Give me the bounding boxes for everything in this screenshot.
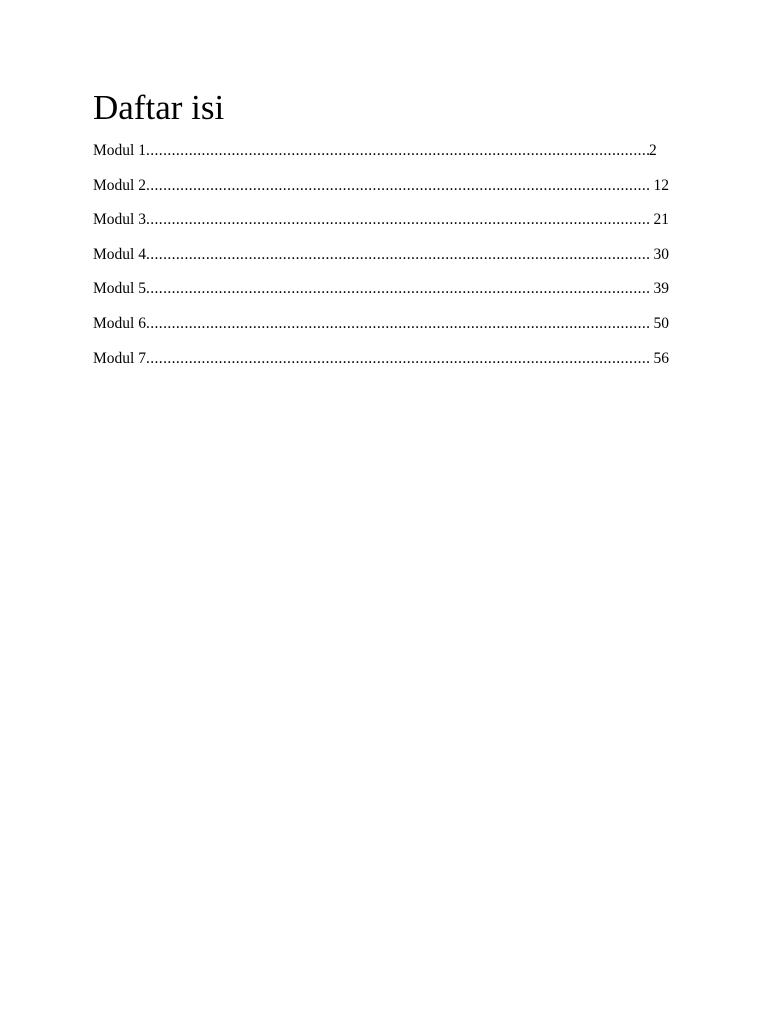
toc-dot-leader [146,177,649,195]
toc-dot-leader [146,246,649,264]
toc-dot-leader [146,315,649,333]
toc-title: Daftar isi [93,88,225,127]
toc-page-number: 2 [649,142,657,159]
toc-list [93,142,669,384]
toc-page-number: 12 [653,176,669,194]
toc-page-number: 21 [653,211,669,229]
toc-dot-leader [146,280,649,298]
toc-page-number: 39 [653,280,669,298]
toc-entry-label: Modul 4 [93,245,146,263]
toc-entry-label: Modul 1 [93,142,146,159]
toc-entry-label: Modul 2 [93,176,146,194]
toc-entry-label: Modul 6 [93,314,146,332]
toc-entry-label: Modul 3 [93,211,146,229]
toc-page-number: 30 [653,245,669,263]
toc-entry-modul-6[interactable] [93,315,669,350]
toc-entry-modul-4[interactable] [93,246,669,281]
toc-page-number: 56 [653,349,669,367]
toc-entry-label: Modul 5 [93,280,146,298]
toc-page-number: 50 [653,314,669,332]
toc-entry-modul-1[interactable] [93,142,669,177]
toc-dot-leader [146,142,649,160]
toc-entry-modul-3[interactable] [93,211,669,246]
toc-entry-label: Modul 7 [93,349,146,367]
toc-entry-modul-7[interactable] [93,350,669,385]
toc-dot-leader [146,211,649,229]
toc-dot-leader [146,350,649,368]
toc-entry-modul-5[interactable] [93,280,669,315]
table-of-contents [93,88,669,384]
toc-entry-modul-2[interactable] [93,177,669,212]
